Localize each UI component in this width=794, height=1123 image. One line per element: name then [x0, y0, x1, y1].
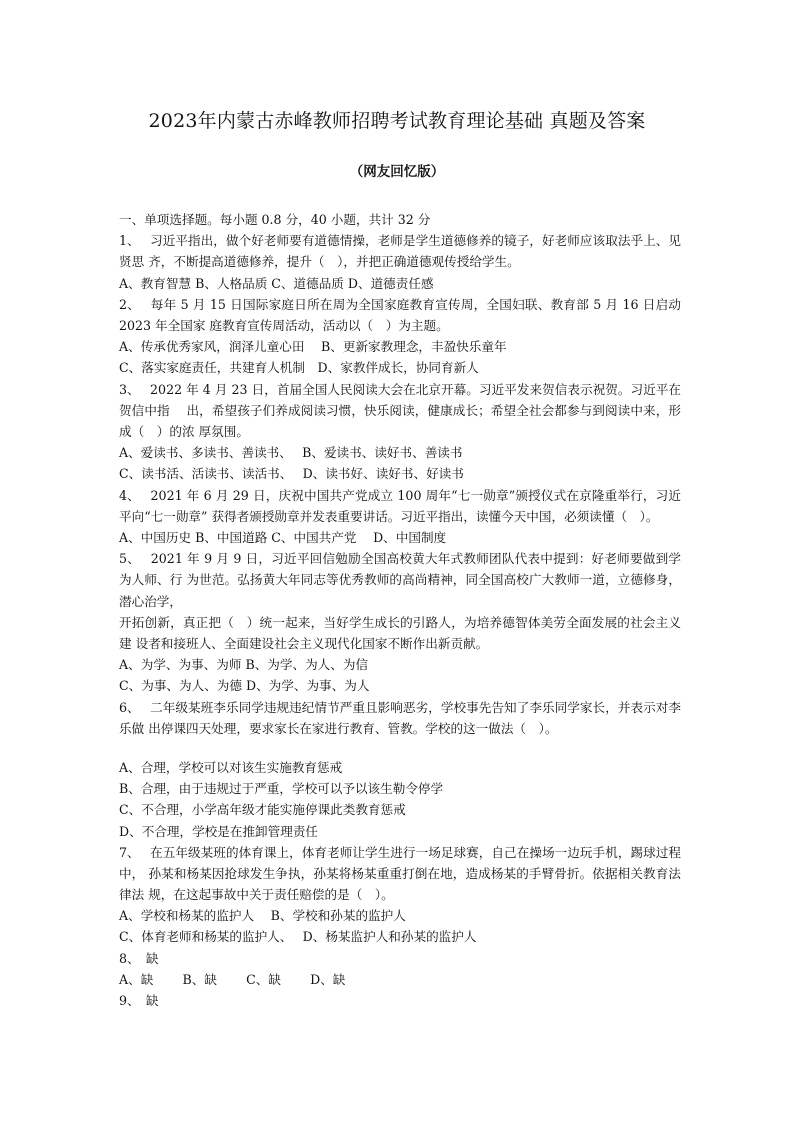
question-2-options-ab: A、传承优秀家风，润泽儿童心田 B、更新家教理念，丰盈快乐童年	[119, 339, 507, 355]
question-5-options-cd: C、为事、为人、为德 D、为学、为事、为人	[119, 678, 370, 694]
page-subtitle: （网友回忆版）	[349, 164, 445, 180]
page-title: 2023年内蒙古赤峰教师招聘考试教育理论基础 真题及答案	[148, 110, 646, 132]
question-8-options: A、缺 B、缺 C、缺 D、缺	[119, 971, 346, 987]
document-body	[119, 209, 681, 1011]
question-4-stem: 4、 2021 年 6 月 29 日，庆祝中国共产党成立 100 周年“七一勋章”颁授仪式在京隆重举行，习近平向“七一勋章” 获得者颁授勋章并发表重要讲话。习近平指出，读懂今天中国，必须读懂（ ）。	[119, 487, 681, 524]
question-1-stem: 1、 习近平指出，做个好老师要有道德情操，老师是学生道德修养的镜子，好老师应该取法乎上、见贤思 齐，不断提高道德修养，提升（ ），并把正确道德观传授给学生。	[119, 233, 681, 270]
question-6-stem: 6、 二年级某班李乐同学违规违纪情节严重且影响恶劣，学校事先告知了李乐同学家长，并表示对李乐做 出停课四天处理，要求家长在家进行教育、管教。学校的这一做法（ ）。	[119, 699, 681, 736]
question-3-options-ab: A、爱读书、多读书、善读书、 B、爱读书、读好书、善读书	[119, 445, 463, 461]
question-6-option-b: B、合理，由于违规过于严重，学校可以予以该生勒令停学	[119, 781, 444, 797]
question-2-options-cd: C、落实家庭责任，共建育人机制 D、家教伴成长，协同育新人	[119, 360, 479, 376]
question-6-option-a: A、合理，学校可以对该生实施教育惩戒	[119, 759, 343, 775]
spacer	[119, 739, 681, 757]
question-6-option-d: D、不合理，学校是在推卸管理责任	[119, 823, 319, 839]
question-4-options: A、中国历史 B、中国道路 C、中国共产党 D、中国制度	[119, 529, 447, 545]
question-2-stem: 2、 每年 5 月 15 日国际家庭日所在周为全国家庭教育宣传周，全国妇联、教育部 5 月 16 日启动 2023 年全国家 庭教育宣传周活动，活动以（ ）为主题。	[119, 296, 681, 333]
question-3-options-cd: C、读书活、活读书、读活书、 D、读书好、读好书、好读书	[119, 466, 464, 482]
question-7-stem: 7、 在五年级某班的体育课上，体育老师让学生进行一场足球赛，自己在操场一边玩手机，踢球过程中， 孙某和杨某因抢球发生争执，孙某将杨某重重打倒在地，造成杨某的手臂骨折。依据相关教育法律法 规，在这起事故中关于责任赔偿的是（ ）。	[119, 844, 681, 903]
question-5-options-ab: A、为学、为事、为师 B、为学、为人、为信	[119, 657, 369, 673]
question-3-stem: 3、 2022 年 4 月 23 日，首届全国人民阅读大会在北京开幕。习近平发来贺信表示祝贺。习近平在贺信中指 出，希望孩子们养成阅读习惯，快乐阅读，健康成长；希望全社会都参与到阅读中来，形成（ ）的浓 厚氛围。	[119, 381, 681, 439]
question-8-stem: 8、 缺	[119, 950, 159, 966]
question-7-options-cd: C、体育老师和杨某的监护人、 D、杨某监护人和孙某的监护人	[119, 929, 477, 945]
question-5-stem-continued: 开拓创新，真正把（ ）统一起来，当好学生成长的引路人，为培养德智体美劳全面发展的社会主义建 设者和接班人、全面建设社会主义现代化国家不断作出新贡献。	[119, 614, 681, 651]
section-heading: 一、单项选择题。每小题 0.8 分，40 小题，共计 32 分	[119, 212, 431, 227]
question-5-stem: 5、 2021 年 9 月 9 日，习近平回信勉励全国高校黄大年式教师团队代表中提到：好老师要做到学为人师、行 为世范。弘扬黄大年同志等优秀教师的高尚精神，同全国高校广大教师一道，立德修身，潜心治学，	[119, 551, 681, 609]
question-7-options-ab: A、学校和杨某的监护人 B、学校和孙某的监护人	[119, 908, 406, 924]
question-6-option-c: C、不合理，小学高年级才能实施停课此类教育惩戒	[119, 802, 406, 818]
question-9-stem: 9、 缺	[119, 993, 159, 1009]
question-1-options: A、教育智慧 B、人格品质 C、道德品质 D、道德责任感	[119, 275, 434, 291]
